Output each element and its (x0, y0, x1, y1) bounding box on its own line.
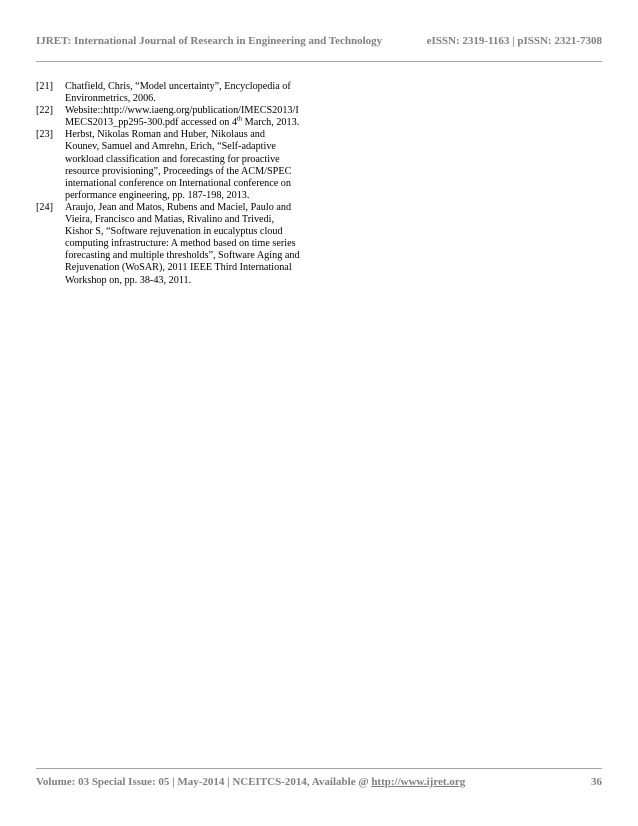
reference-line: forecasting and multiple thresholds”, Software Aging and (65, 250, 300, 262)
reference-line: Araujo, Jean and Matos, Rubens and Maciel, Paulo and (65, 201, 292, 213)
reference-line: workload classification and forecasting for proactive (65, 153, 280, 165)
ordinal-suffix: th (237, 115, 243, 123)
reference-line: Kishor S, “Software rejuvenation in eucalyptus cloud (65, 226, 283, 238)
reference-text (65, 81, 309, 105)
reference-line: Chatfield, Chris, “Model uncertainty”, Encyclopedia of (65, 81, 291, 92)
reference-line (65, 117, 309, 129)
reference-number: [22] (36, 105, 53, 117)
reference-line: performance engineering, pp. 187-198, 2013. (65, 189, 250, 201)
reference-number: [23] (36, 129, 53, 141)
reference-number: [24] (36, 201, 53, 213)
reference-line-text: March, 2013. (242, 117, 300, 129)
reference-line: Vieira, Francisco and Matias, Rivalino and Trivedi, (65, 214, 275, 226)
reference-item (36, 105, 309, 129)
footer-info (36, 776, 465, 788)
header-rule (36, 61, 602, 62)
reference-number: [21] (36, 81, 53, 92)
reference-line: Rejuvenation (WoSAR), 2011 IEEE Third International (65, 262, 292, 274)
reference-list (36, 81, 309, 287)
reference-line: computing infrastructure: A method based on time series (65, 238, 296, 250)
issn-info: eISSN: 2319-1163 | pISSN: 2321-7308 (426, 35, 602, 47)
reference-line: Environmetrics, 2006. (65, 93, 156, 105)
journal-title: IJRET: International Journal of Research in Engineering and Technology (36, 35, 383, 47)
reference-text (65, 202, 309, 287)
page-number: 36 (591, 776, 602, 788)
reference-line: Herbst, Nikolas Roman and Huber, Nikolaus and (65, 129, 265, 141)
reference-url-line[interactable]: Website::http://www.iaeng.org/publication/IMECS2013/I (65, 105, 299, 117)
reference-line: resource provisioning”, Proceedings of the ACM/SPEC (65, 165, 292, 177)
reference-item (36, 202, 309, 287)
reference-line: Kounev, Samuel and Amrehn, Erich, “Self-adaptive (65, 141, 276, 153)
reference-item (36, 81, 309, 105)
reference-text (65, 105, 309, 129)
reference-line: international conference on International conference on (65, 177, 291, 189)
footer-issue-text: Volume: 03 Special Issue: 05 | May-2014 | NCEITCS-2014, Available @ (36, 776, 372, 788)
reference-line-text: MECS2013_pp295-300.pdf accessed on 4 (65, 117, 238, 129)
journal-link[interactable]: http://www.ijret.org (371, 776, 466, 788)
reference-line: Workshop on, pp. 38-43, 2011. (65, 274, 192, 286)
reference-text (65, 129, 309, 202)
reference-item (36, 129, 309, 202)
footer-rule (36, 768, 602, 769)
